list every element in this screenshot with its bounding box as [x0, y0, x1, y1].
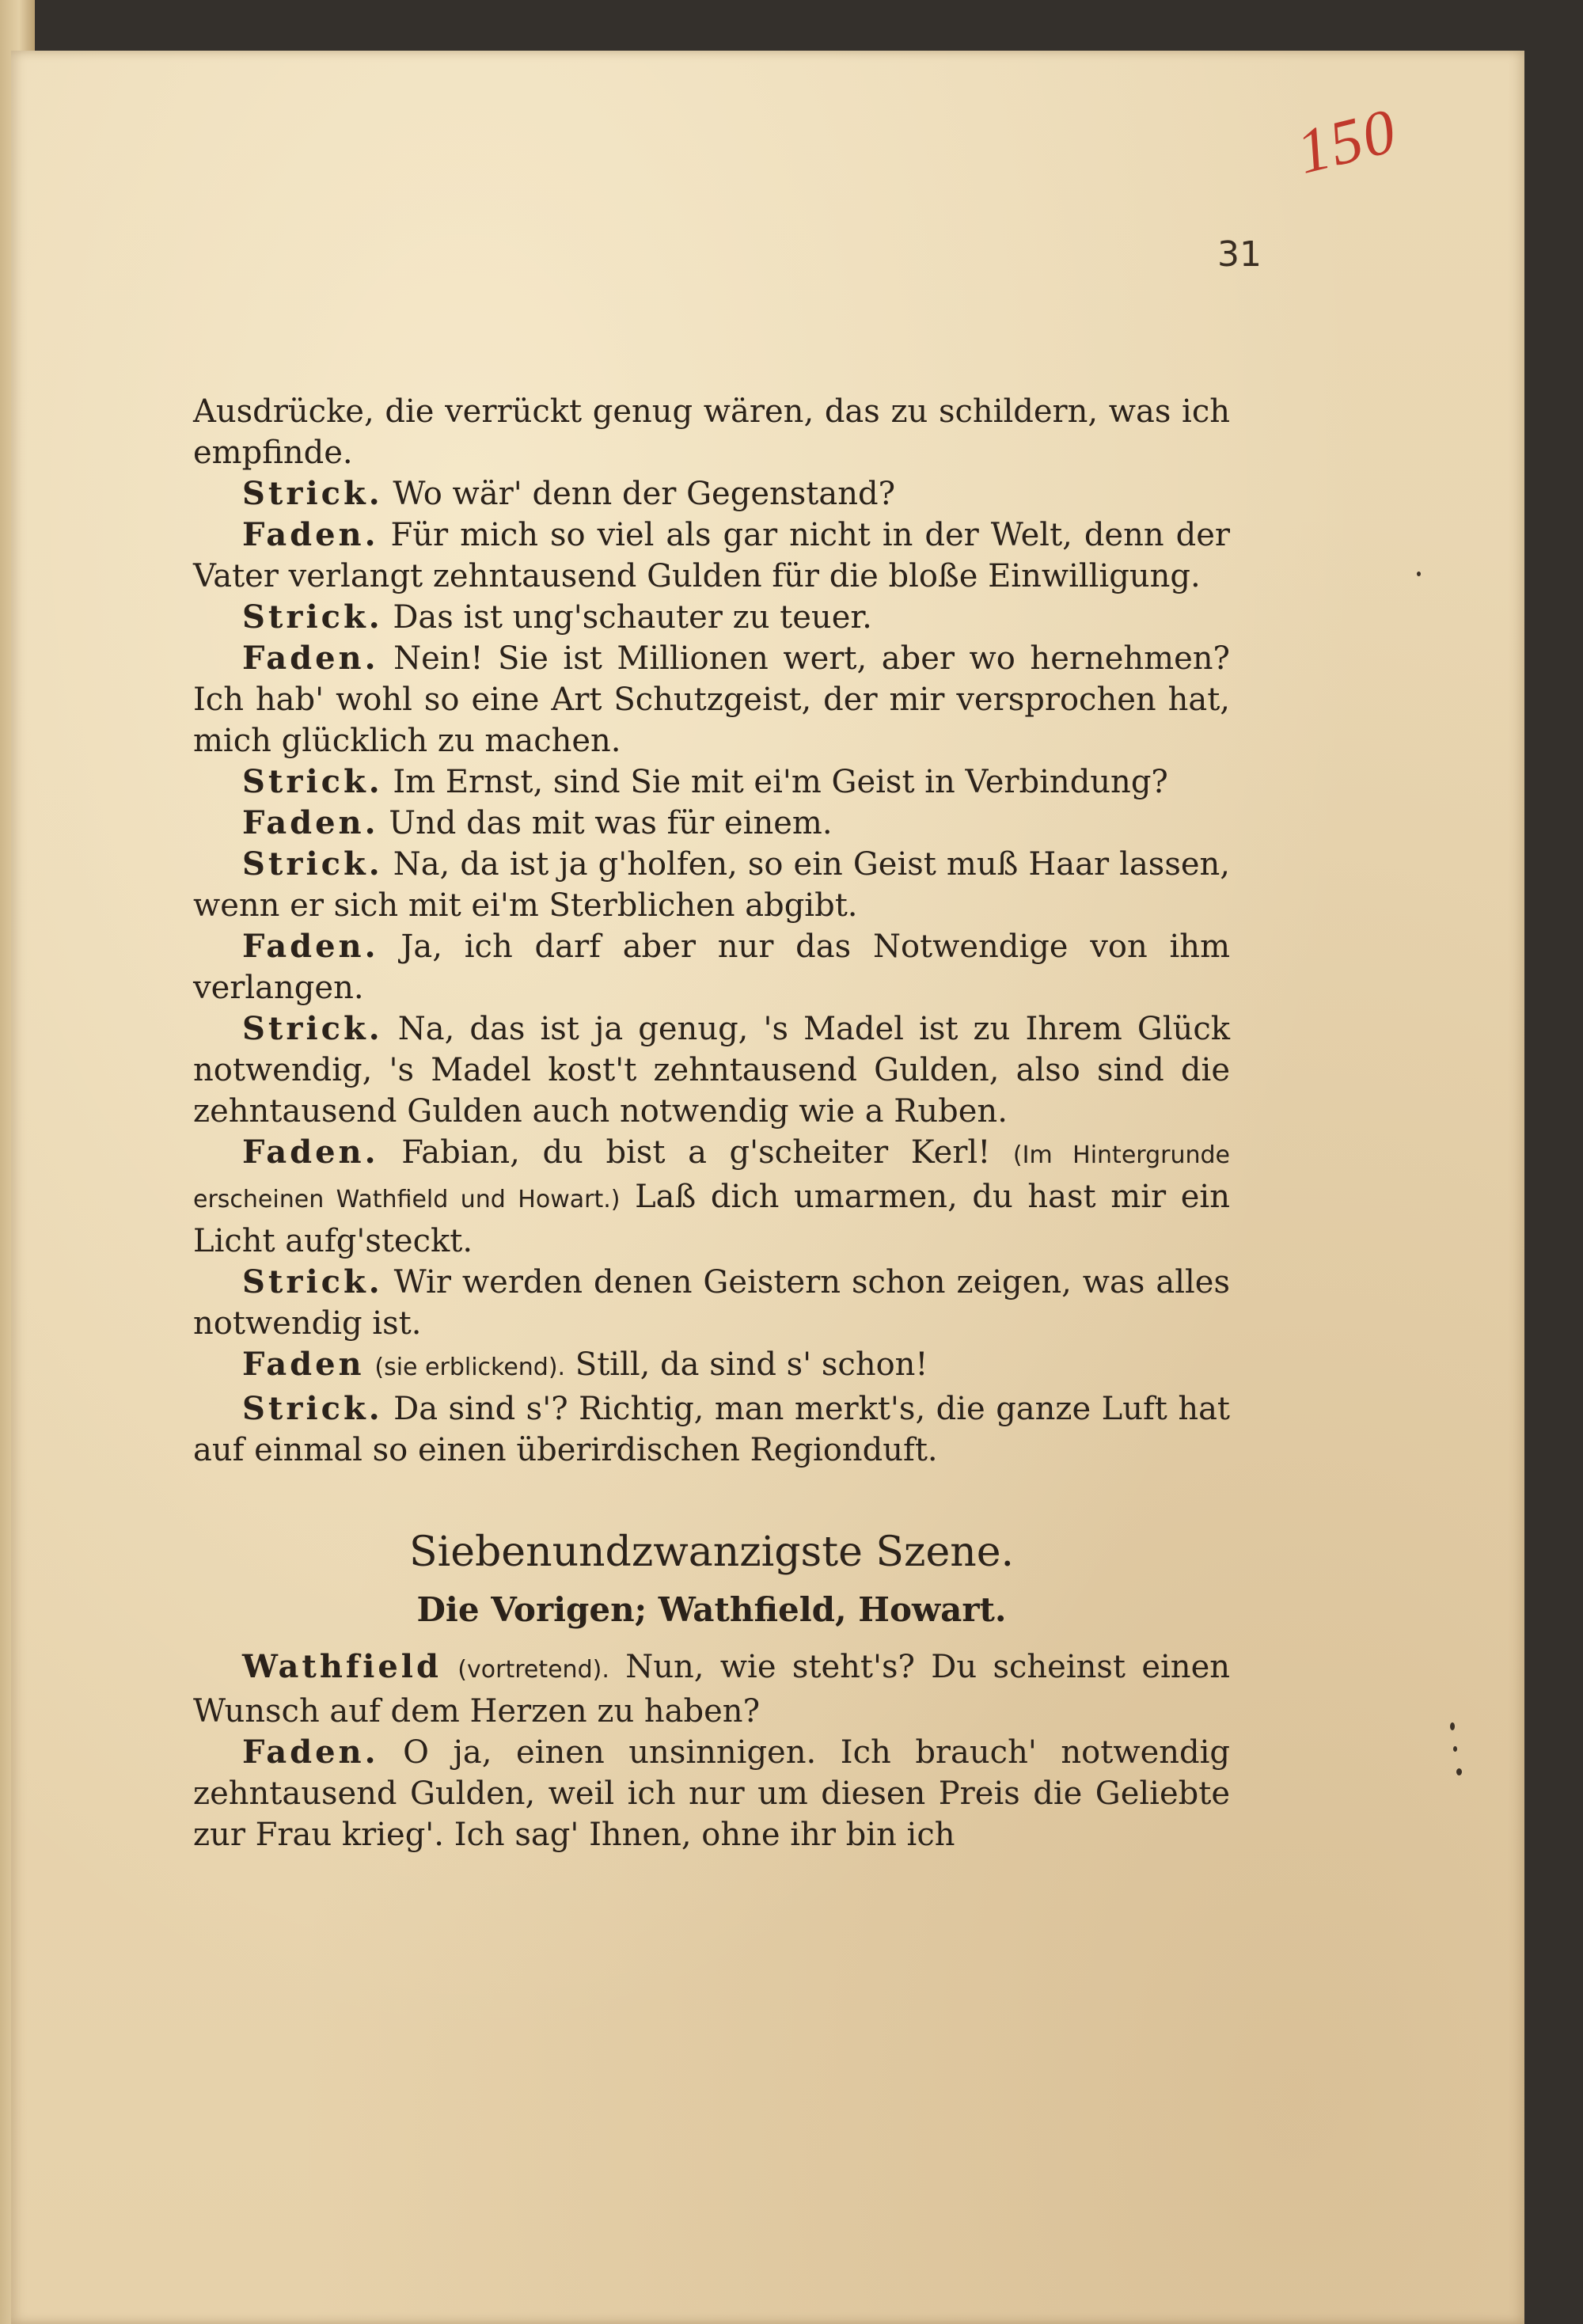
dialogue-paragraph — [193, 844, 1230, 926]
dialogue-text: Ja, ich darf aber nur das Notwendige von ihm verlangen. — [193, 928, 1230, 1006]
scene-title: Siebenundzwanzigste Szene. — [408, 1528, 1015, 1576]
stage-direction: (Im Hintergrunde erscheinen Wathfield und Howart.) — [193, 1141, 1230, 1213]
dialogue-text: Da sind s'? Richtig, man merkt's, die ganze Luft hat auf einmal so einen überirdischen Regionduft. — [193, 1391, 1230, 1468]
dialogue-paragraph — [193, 515, 1230, 597]
dialogue-paragraph — [193, 638, 1230, 761]
speaker-name: Wathfield — [242, 1648, 442, 1685]
dialogue-text: Nun, wie steht's? Du scheinst einen Wunsch auf dem Herzen zu haben? — [193, 1649, 1230, 1730]
page-body — [193, 391, 1230, 1855]
dialogue-paragraph — [193, 473, 1230, 515]
dialogue-text: Im Ernst, sind Sie mit ei'm Geist in Verbindung? — [382, 764, 1168, 800]
dialogue-paragraph — [193, 926, 1230, 1008]
dialogue-text: Für mich so viel als gar nicht in der Welt, denn der Vater verlangt zehntausend Gulden für die bloße Einwilligung. — [193, 517, 1230, 594]
dialogue-paragraph — [193, 1732, 1230, 1855]
dialogue-paragraph — [193, 1008, 1230, 1132]
paper-speck — [1417, 572, 1421, 576]
dialogue-before-scene — [193, 391, 1230, 1471]
dialogue-paragraph — [193, 1646, 1230, 1732]
speaker-name: Faden. — [242, 804, 379, 841]
dialogue-after-scene — [193, 1646, 1230, 1855]
paper-speck — [1453, 1746, 1457, 1752]
speaker-name: Strick. — [242, 475, 383, 512]
speaker-name: Strick. — [242, 845, 383, 883]
speaker-name: Faden. — [242, 640, 379, 677]
stage-direction: (vortretend). — [457, 1656, 609, 1684]
speaker-name: Faden. — [242, 516, 379, 553]
dialogue-text: O ja, einen unsinnigen. Ich brauch' notwendig zehntausend Gulden, weil ich nur um diesen Preis die Geliebte zur Frau krieg'. Ich sag' Ihnen, ohne ihr bin ich — [193, 1734, 1230, 1853]
dialogue-paragraph — [193, 761, 1230, 803]
speaker-name: Faden. — [242, 1134, 379, 1171]
stage-direction: (sie erblickend). — [374, 1354, 566, 1381]
dialogue-paragraph — [193, 1388, 1230, 1471]
dialogue-text: Na, da ist ja g'holfen, so ein Geist muß Haar lassen, wenn er sich mit ei'm Sterblichen abgibt. — [193, 846, 1230, 924]
paper-speck — [1456, 1768, 1462, 1775]
dialogue-text: Und das mit was für einem. — [378, 805, 833, 841]
dialogue-text: Na, das ist ja genug, 's Madel ist zu Ihrem Glück notwendig, 's Madel kost't zehntausend Gulden, also sind die zehntausend Gulden auch notwendig wie a Ruben. — [193, 1011, 1230, 1130]
dialogue-text: Wir werden denen Geistern schon zeigen, was alles notwendig ist. — [193, 1264, 1230, 1342]
dialogue-text: Still, da sind s' schon! — [565, 1346, 928, 1383]
dialogue-paragraph — [193, 803, 1230, 844]
dialogue-text: Ausdrücke, die verrückt genug wären, das zu schildern, was ich empfinde. — [193, 393, 1230, 471]
dialogue-text: Laß dich umarmen, du hast mir ein Licht aufg'steckt. — [193, 1179, 1230, 1259]
dialogue-paragraph — [193, 391, 1230, 473]
dialogue-text: Wo wär' denn der Gegenstand? — [382, 476, 896, 512]
speaker-name: Faden. — [242, 1734, 379, 1771]
scene-cast-list: Die Vorigen; Wathfield, Howart. — [416, 1590, 1007, 1629]
speaker-name: Strick. — [242, 763, 383, 800]
speaker-name: Faden — [242, 1346, 365, 1383]
dialogue-text: Fabian, du bist a g'scheiter Kerl! — [378, 1134, 991, 1171]
dialogue-paragraph — [193, 597, 1230, 638]
dialogue-text: Nein! Sie ist Millionen wert, aber wo hernehmen? Ich hab' wohl so eine Art Schutzgeist, der mir versprochen hat, mich glücklich zu machen. — [193, 640, 1230, 759]
dialogue-paragraph — [193, 1262, 1230, 1344]
dialogue-paragraph — [193, 1344, 1230, 1388]
speaker-name: Faden. — [242, 928, 379, 965]
dialogue-paragraph — [193, 1132, 1230, 1262]
paper-speck — [1450, 1722, 1455, 1730]
page-number: 31 — [1217, 234, 1262, 275]
speaker-name: Strick. — [242, 1263, 383, 1301]
dialogue-text: Das ist ung'schauter zu teuer. — [382, 599, 872, 636]
book-page — [11, 51, 1524, 2324]
speaker-name: Strick. — [242, 1390, 383, 1427]
handwritten-folio-mark: 150 — [1290, 96, 1404, 188]
speaker-name: Strick. — [242, 598, 383, 636]
speaker-name: Strick. — [242, 1010, 383, 1047]
